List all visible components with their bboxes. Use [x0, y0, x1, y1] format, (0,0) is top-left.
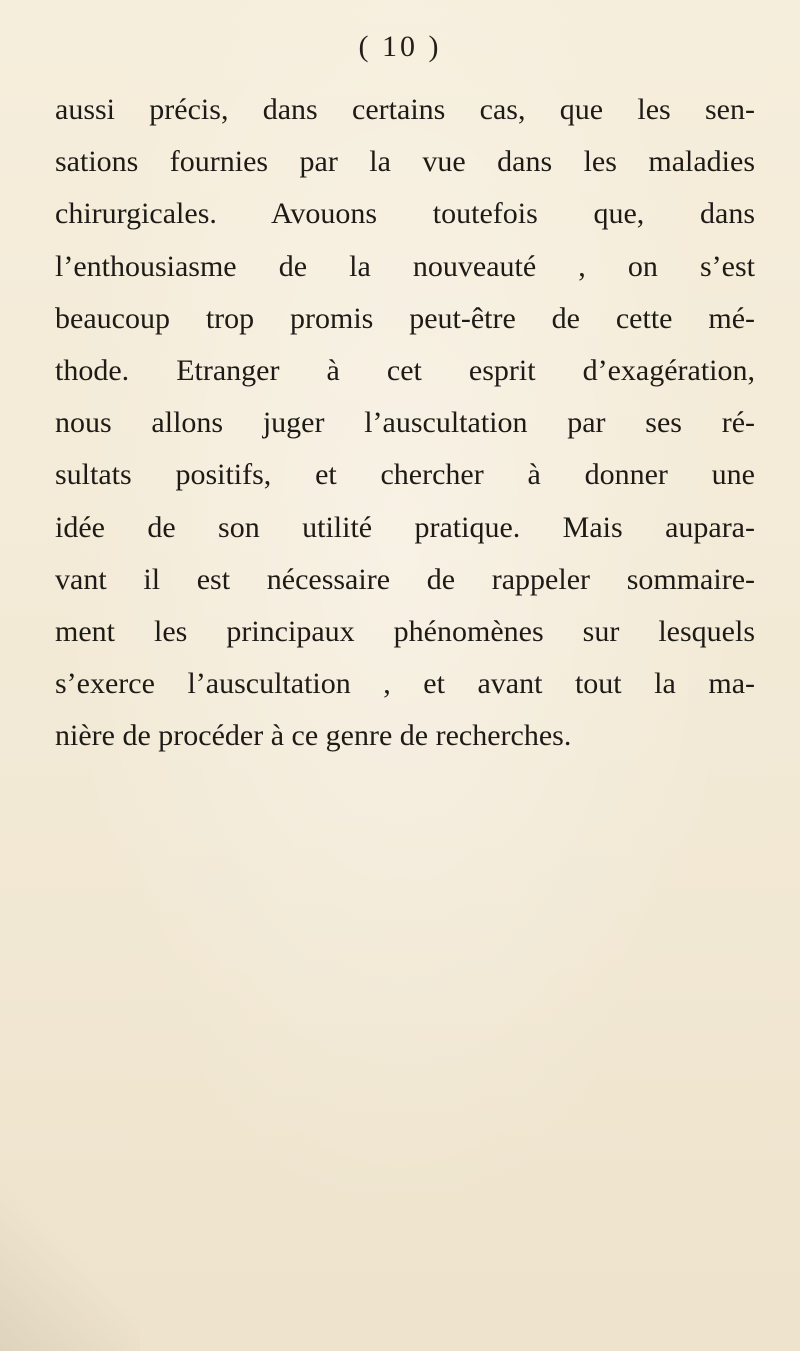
- text-line: thode. Etranger à cet esprit d’exagération,: [55, 353, 755, 387]
- text-line: vant il est nécessaire de rappeler sommaire-: [55, 562, 755, 596]
- text-line-last: nière de procéder à ce genre de recherches.: [55, 719, 572, 753]
- text-line: chirurgicales. Avouons toutefois que, dans: [55, 197, 755, 231]
- text-line: aussi précis, dans certains cas, que les sen-: [55, 93, 755, 126]
- text-line: sations fournies par la vue dans les maladies: [55, 145, 755, 179]
- text-line: idée de son utilité pratique. Mais aupara-: [55, 510, 755, 544]
- body-paragraph: [55, 84, 755, 762]
- page-number: ( 10 ): [358, 30, 442, 63]
- text-line: nous allons juger l’auscultation par ses ré-: [55, 406, 755, 440]
- text-line: s’exerce l’auscultation , et avant tout la ma-: [55, 667, 755, 701]
- text-line: l’enthousiasme de la nouveauté , on s’est: [55, 249, 755, 283]
- text-line: sultats positifs, et chercher à donner une: [55, 458, 755, 492]
- text-line: ment les principaux phénomènes sur lesquels: [55, 614, 755, 648]
- page-corner-shadow: [0, 1171, 140, 1351]
- text-line: beaucoup trop promis peut-être de cette mé-: [55, 301, 755, 335]
